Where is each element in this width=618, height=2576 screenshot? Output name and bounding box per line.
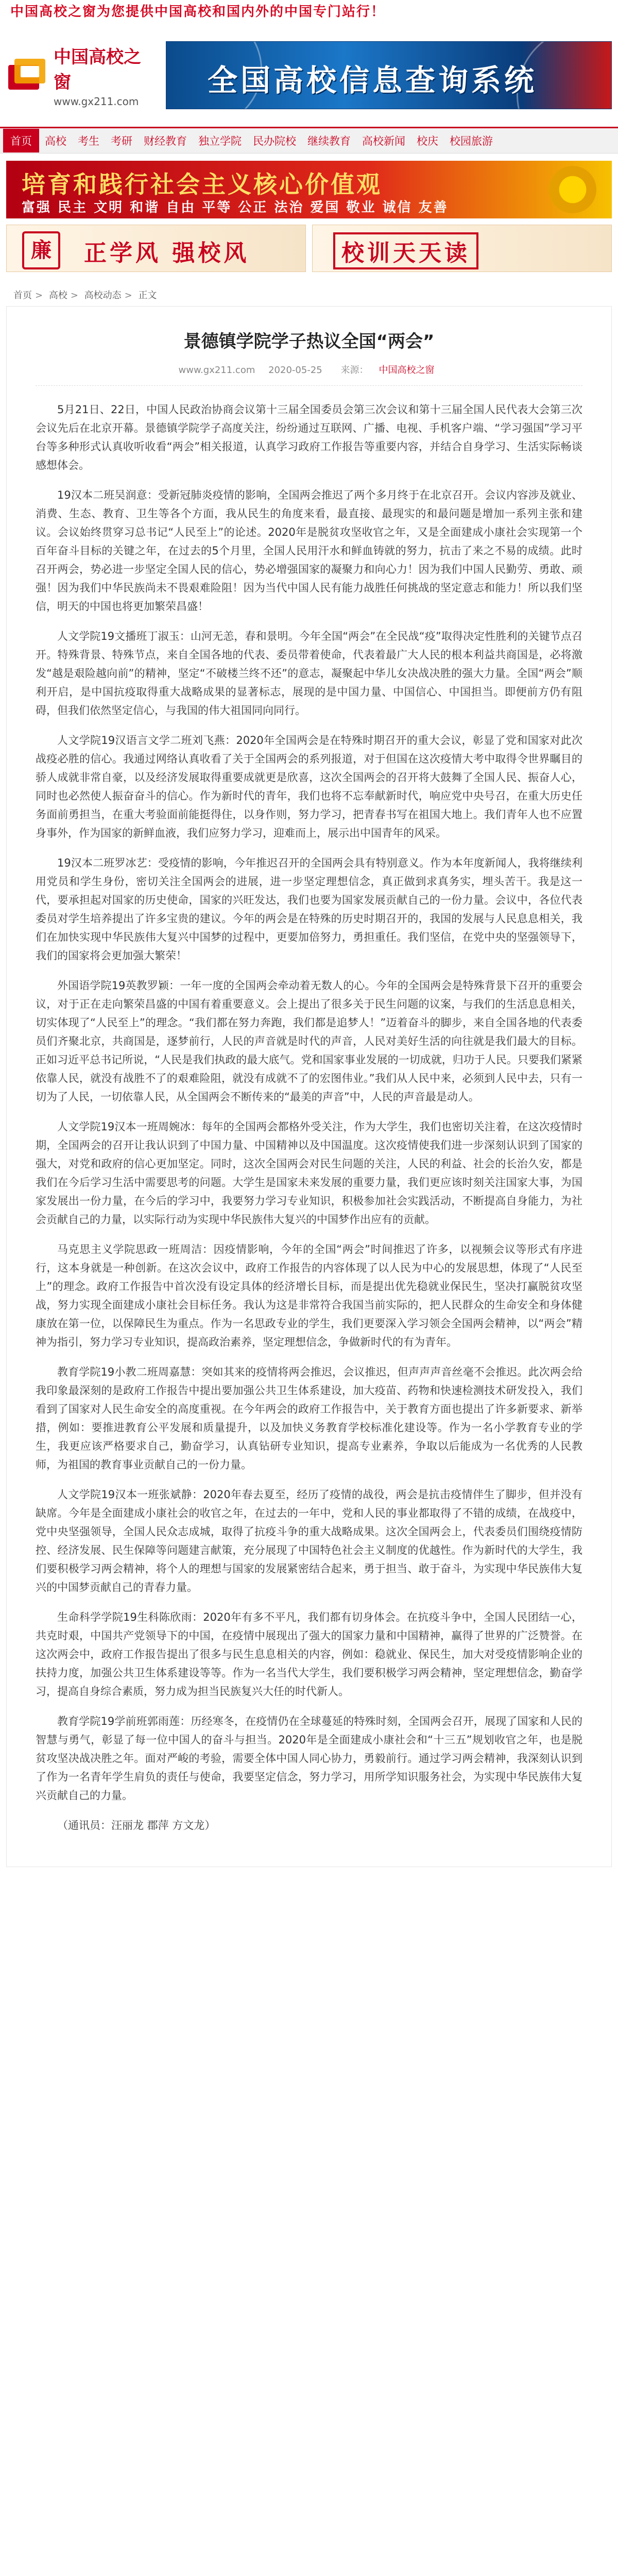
- values-ad-subtitle: 富强 民主 文明 和谐 自由 平等 公正 法治 爱国 敬业 诚信 友善: [22, 200, 449, 215]
- breadcrumb-colleges[interactable]: 高校: [48, 290, 67, 301]
- article-paragraph: 教育学院19学前班郭雨莲：历经寒冬，在疫情仍在全球蔓延的特殊时刻，全国两会召开，展现了国家和人民的智慧与勇气，彰显了每一位中国人的奋斗与担当。2020年是全面建成小康社会和“十三五”规划收官之年，也是脱贫攻坚决战决胜之年。面对严峻的考验，需要全体中国人同心协力，勇毅前行。通过学习两会精神，我深刻认识到了作为一名青年学生肩负的责任与使命，我要坚定信念，努力学习，用所学知识服务社会，为实现中华民族伟大复兴贡献自己的力量。: [36, 1715, 582, 1802]
- nav-item-anniversary[interactable]: 校庆: [417, 135, 438, 147]
- header-banner[interactable]: [166, 41, 612, 109]
- banner-title: 全国高校信息查询系统: [208, 63, 538, 98]
- article-paragraph: 19汉本二班罗冰艺：受疫情的影响，今年推迟召开的全国两会具有特别意义。作为本年度新闻人，我将继续利用党员和学生身份，密切关注全国两会的进展，进一步坚定理想信念，真正做到求真务实，埋头苦干。我是这一代，要承担起对国家的历史使命，国家的兴旺发达，我们也要为国家发展贡献自己的一份力量。会议中，各位代表委员对学生培养提出了许多宝贵的建议。今年的两会是在特殊的历史时期召开的，我国的发展与人民息息相关，我们在加快实现中华民族伟大复兴中国梦的过程中，更要加倍努力，勇担重任。我们坚信，在党中央的坚强领导下，我们的国家将会更加强大繁荣！: [36, 857, 582, 962]
- nav-item-students[interactable]: 考生: [78, 135, 99, 147]
- article-meta: [36, 363, 582, 386]
- nav-item-private[interactable]: 民办院校: [253, 135, 296, 147]
- article-title: 景德镇学院学子热议全国“两会”: [183, 331, 435, 352]
- breadcrumb-separator: >: [35, 290, 43, 301]
- article-paragraph: 生命科学学院19生科陈欣雨：2020年有多不平凡，我们都有切身体会。在抗疫斗争中，全国人民团结一心，共克时艰，中国共产党领导下的中国，在疫情中展现出了强大的国家力量和中国精神，赢得了世界的广泛赞誉。在这次两会中，政府工作报告提出了很多与民生息息相关的内容，例如：稳就业、保民生，加大对受疫情影响企业的扶持力度，加强公共卫生体系建设等等。作为一名当代大学生，我们要积极学习两会精神，坚定理想信念，勤奋学习，提高自身综合素质，努力成为担当民族复兴大任的时代新人。: [36, 1611, 582, 1698]
- motto-ad[interactable]: [312, 225, 612, 272]
- article-date: 2020-05-25: [268, 365, 322, 376]
- logo-url: www.gx211.com: [54, 95, 139, 108]
- nav-item-travel[interactable]: 校园旅游: [450, 135, 493, 147]
- main-nav: [0, 127, 618, 154]
- top-slogan: 中国高校之窗为您提供中国高校和国内外的中国专门站行！: [10, 4, 386, 20]
- article-body: [36, 400, 582, 1835]
- breadcrumb-separator: >: [124, 290, 132, 301]
- logo-text: [54, 43, 156, 108]
- values-ad-title: 培育和践行社会主义核心价值观: [22, 171, 382, 198]
- article-paragraph: 外国语学院19英教罗颖：一年一度的全国两会牵动着无数人的心。今年的全国两会是特殊背景下召开的重要会议，对于正在走向繁荣昌盛的中国有着重要意义。会上提出了很多关于民生问题的议案，与我们的生活息息相关，切实体现了“人民至上”的理念。“我们都在努力奔跑，我们都是追梦人！”迈着奋斗的脚步，来自全国各地的代表委员们齐聚北京，共商国是，逐梦前行，人民的声音就是时代的声音，人民对美好生活的向往就是我们最大的目标。正如习近平总书记所说，“人民是我们执政的最大底气。党和国家事业发展的一切成就，归功于人民。只要我们紧紧依靠人民，就没有战胜不了的艰难险阻，就没有成就不了的宏图伟业。”我们从人民中来，必须到人民中去，只有一切为了人民，一切依靠人民，从全国两会不断传来的“最美的声音”中，人民的声音最是动人。: [36, 979, 582, 1103]
- seal-icon: 廉: [22, 231, 60, 269]
- emblem-icon: [549, 166, 596, 213]
- nav-item-postgraduate[interactable]: 考研: [111, 135, 132, 147]
- study-style-ad[interactable]: [6, 225, 306, 272]
- nav-item-colleges[interactable]: 高校: [45, 135, 66, 147]
- breadcrumb-news[interactable]: 高校动态: [84, 290, 122, 301]
- article-paragraph: 教育学院19小教二班周嘉慧：突如其来的疫情将两会推迟，会议推迟，但声声声音丝毫不会推迟。此次两会给我印象最深刻的是政府工作报告中提出要加强公共卫生体系建设，加大疫苗、药物和快速检测技术研发投入，我们看到了国家对人民生命安全的高度重视。在今年两会的政府工作报告中，关于教育方面也提出了许多新要求、新举措，例如：要推进教育公平发展和质量提升，以及加快义务教育学校标准化建设等。作为一名小学教育专业的学生，我更应该严格要求自己，勤奋学习，认真钻研专业知识，提高专业素养，争取以后能成为一名优秀的人民教师，为祖国的教育事业贡献自己的一份力量。: [36, 1366, 582, 1471]
- article-site: www.gx211.com: [178, 365, 255, 376]
- breadcrumb: [6, 285, 612, 307]
- article-paragraph: 人文学院19汉本一班周婉冰：每年的全国两会都格外受关注，作为大学生，我们也密切关注着，在这次疫情时期，全国两会的召开让我认识到了中国力量、中国精神以及中国温度。这次疫情使我们进一步深刻认识到了国家的强大，对党和政府的信心更加坚定。同时，这次全国两会对民生问题的关注，人民的利益、社会的长治久安，都是我们在今后学习生活中需要思考的问题。大学生是国家未来发展的重要力量，我们更应该时刻关注国家大事，为国家发展出一份力量，在今后的学习中，我要努力学习专业知识，积极参加社会实践活动，不断提高自身能力，为社会贡献自己的力量，以实际行动为实现中华民族伟大复兴的中国梦作出应有的贡献。: [36, 1121, 582, 1226]
- study-style-label: 正学风 强校风: [84, 240, 250, 266]
- breadcrumb-home[interactable]: 首页: [13, 290, 32, 301]
- article-paragraph: 5月21日、22日，中国人民政治协商会议第十三届全国委员会第三次会议和第十三届全国人民代表大会第三次会议先后在北京开幕。景德镇学院学子高度关注，纷纷通过互联网、广播、电视、手机客户端、“学习强国”学习平台等多种形式认真收听收看“两会”相关报道，认真学习政府工作报告等重要内容，并结合自身学习、生活实际畅谈感想体会。: [36, 403, 582, 471]
- ad-row: [6, 225, 612, 272]
- article-paragraph: 马克思主义学院思政一班周洁：因疫情影响，今年的全国“两会”时间推迟了许多，以视频会议等形式有序进行，这本身就是一种创新。在这次会议中，政府工作报告的内容体现了以人民为中心的发展思想，体现了“人民至上”的理念。政府工作报告中首次没有设定具体的经济增长目标，而是提出优先稳就业保民生，坚决打赢脱贫攻坚战，努力实现全面建成小康社会目标任务。我认为这是非常符合我国当前实际的，把人民群众的生命安全和身体健康放在第一位，以保障民生为重点。作为一名思政专业的学生，我们更要深入学习领会全国两会精神，以“两会”精神为指引，努力学习专业知识，提高政治素养，坚定理想信念，争做新时代的有为青年。: [36, 1243, 582, 1348]
- nav-item-home[interactable]: 首页: [3, 129, 39, 152]
- logo-title: 中国高校之窗: [54, 47, 141, 93]
- breadcrumb-separator: >: [70, 290, 78, 301]
- nav-item-continuing[interactable]: 继续教育: [307, 135, 351, 147]
- article-source-label: 来源：: [340, 365, 369, 376]
- article-correspondents: （通讯员：汪丽龙 郡萍 方文龙）: [57, 1819, 216, 1832]
- header: [0, 24, 618, 127]
- motto-label: 校训天天读: [333, 232, 478, 269]
- nav-item-news[interactable]: 高校新闻: [362, 135, 405, 147]
- article-paragraph: 19汉本二班吴润意：受新冠肺炎疫情的影响，全国两会推迟了两个多月终于在北京召开。会议内容涉及就业、消费、生态、教育、卫生等各个方面，我从民生的角度来看，最直接、最现实的和最问题是增加一系列主张和建议。会议始终贯穿习总书记“人民至上”的论述。2020年是脱贫攻坚收官之年，又是全面建成小康社会实现第一个百年奋斗目标的关键之年，在过去的5个月里，全国人民用汗水和鲜血铸就的努力，抗击了来之不易的成绩。此时召开两会，势必进一步坚定全国人民的信心，势必增强国家的凝聚力和向心力！因为我们中国人民勤劳、勇敢、顽强！因为我们中华民族尚未不畏艰难险阻！因为当代中国人民有能力战胜任何挑战的坚定意志和能力！所以我们坚信，明天的中国也将更加繁荣昌盛！: [36, 489, 582, 613]
- nav-item-independent[interactable]: 独立学院: [198, 135, 242, 147]
- nav-item-finance[interactable]: 财经教育: [144, 135, 187, 147]
- article: [6, 307, 612, 1867]
- article-paragraph: 人文学院19汉语言文学二班刘飞燕：2020年全国两会是在特殊时期召开的重大会议，彰显了党和国家对此次战疫必胜的信心。我通过网络认真收看了关于全国两会的系列报道，对于但国在这次疫情大考中取得令世界瞩目的骄人成就非常自豪，以及经济发展取得重要成就更是欣喜，这次全国两会的召开将大鼓舞了全国人民、振奋人心，同时也必然使人振奋奋斗的信心。作为新时代的青年，我们也将不忘奉献新时代，响应党中央号召，在重大历史任务面前勇担当，在重大考验面前能挺得住，以身作则，努力学习，把青春书写在祖国大地上。我们青年人也不应置身事外，作为国家的新鲜血液，我们应努力学习，迎难而上，展示出中国青年的风采。: [36, 734, 582, 839]
- breadcrumb-current: 正文: [138, 290, 157, 301]
- article-paragraph: 人文学院19汉本一班张斌静：2020年春去夏至，经历了疫情的战役，两会是抗击疫情伴生了脚步，但并没有缺席。今年是全面建成小康社会的收官之年，在过去的一年中，党和人民的事业都取得了不错的成绩，在战疫中，党中央坚强领导，全国人民众志成城，取得了抗疫斗争的重大战略成果。这次全国两会上，代表委员们围绕疫情防控、经济发展、民生保障等问题建言献策，充分展现了中国特色社会主义制度的优越性。作为新时代的大学生，我们要积极学习两会精神，将个人的理想与国家的发展紧密结合起来，勇于担当、敢于奋斗，为实现中华民族伟大复兴的中国梦贡献自己的青春力量。: [36, 1488, 582, 1594]
- site-logo[interactable]: [6, 47, 156, 108]
- logo-icon: [6, 55, 47, 96]
- values-ad-banner[interactable]: [6, 161, 612, 218]
- article-paragraph: 人文学院19文播班丁淑玉：山河无恙，春和景明。今年全国“两会”在全民战“疫”取得决定性胜利的关键节点召开。特殊背景、特殊节点，来自全国各地的代表、委员带着使命，代表着最广大人民的根本利益共商国是，必将激发“越是艰险越向前”的精神，坚定“不破楼兰终不还”的意志，凝聚起中华儿女决战决胜的强大力量。全国“两会”顺利开启，是中国抗疫取得重大战略成果的显著标志，展现的是中国力量、中国信心、中国担当。即便前方仍有阻碍，但我们依然坚定信心，与我国的伟大祖国同向同行。: [36, 630, 582, 717]
- article-source[interactable]: 中国高校之窗: [379, 365, 435, 376]
